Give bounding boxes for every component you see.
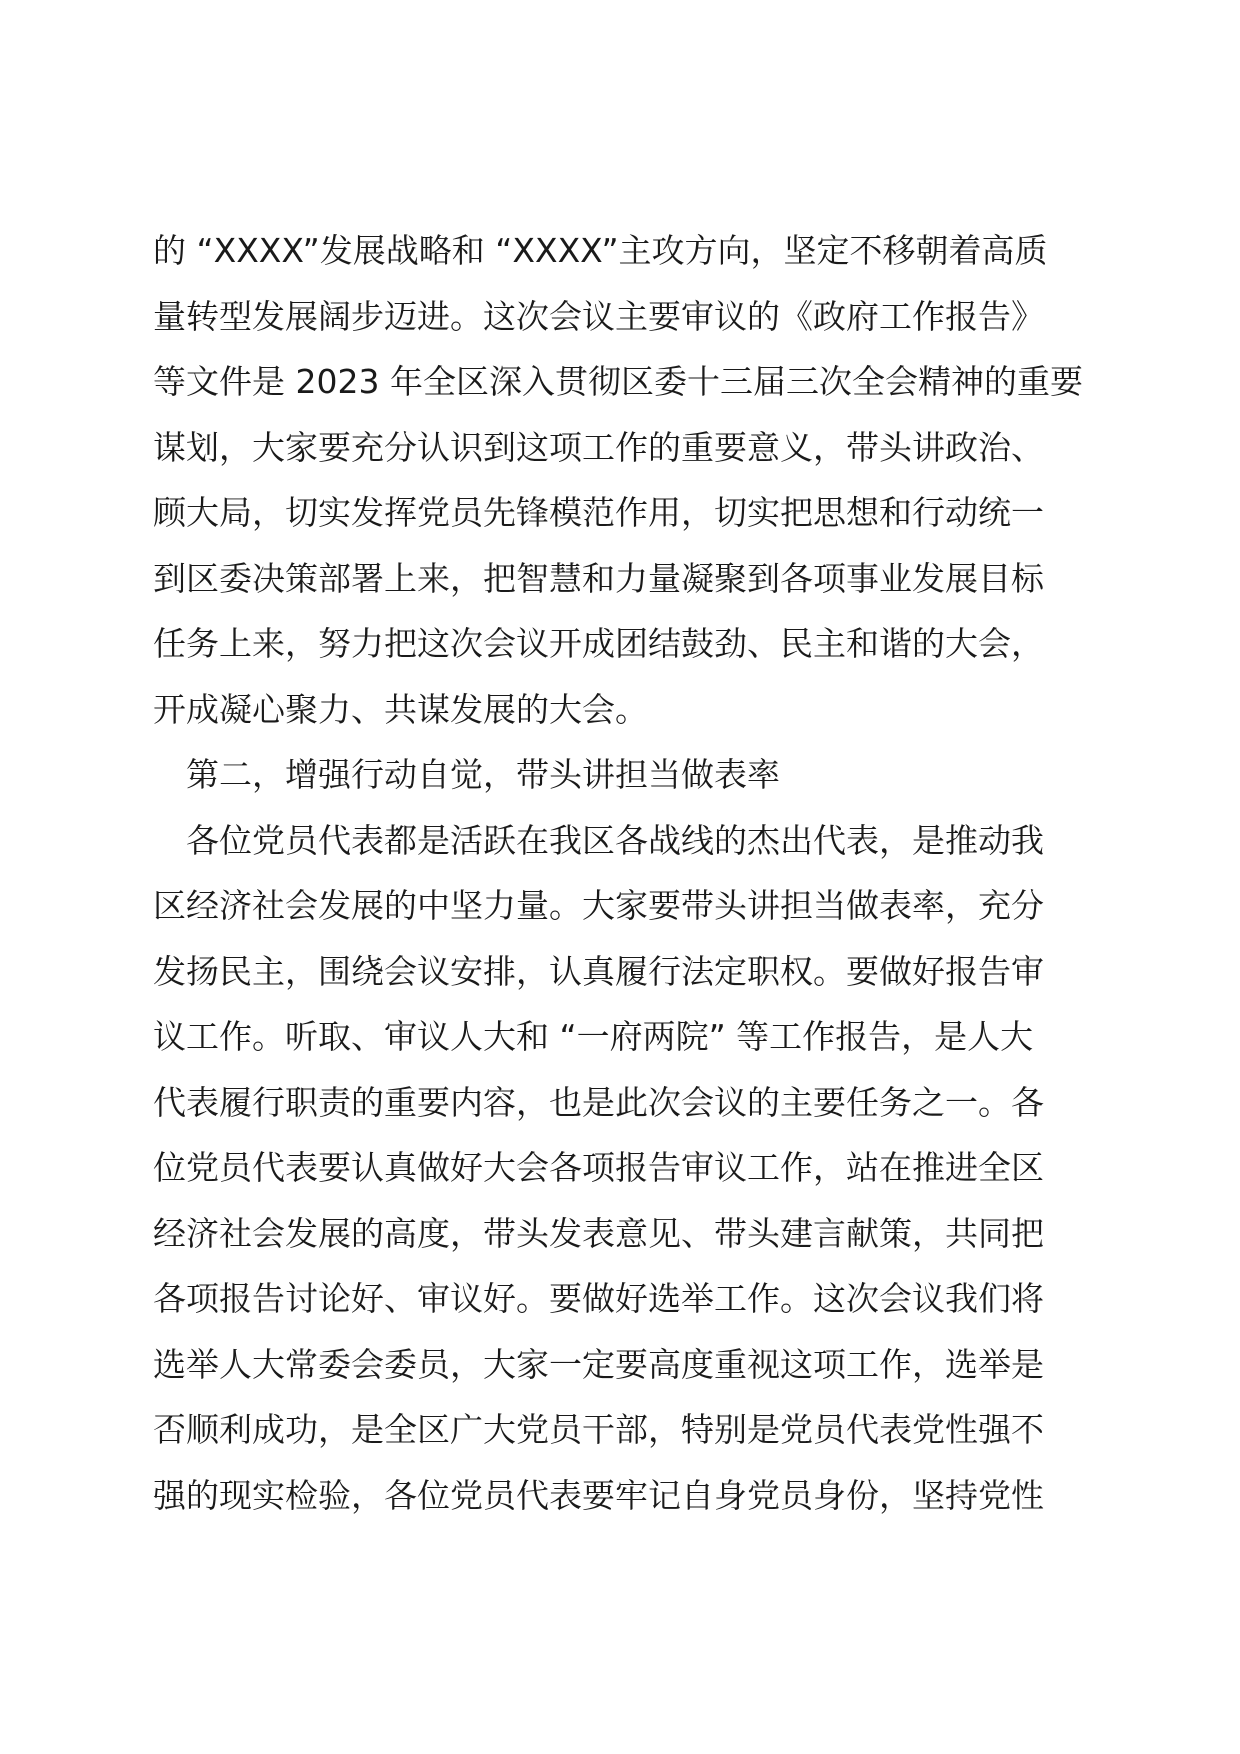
document-body: [153, 218, 1113, 1528]
text-line: 强的现实检验，各位党员代表要牢记自身党员身份，坚持党性: [153, 1475, 1044, 1515]
text-line: 顾大局，切实发挥党员先锋模范作用，切实把思想和行动统一: [153, 493, 1044, 532]
text-line: 选举人大常委会委员，大家一定要高度重视这项工作，选举是: [153, 1344, 1044, 1384]
text-line: 任务上来，努力把这次会议开成团结鼓劲、民主和谐的大会，: [153, 624, 1044, 663]
text-line: 发扬民主，围绕会议安排，认真履行法定职权。要做好报告审: [153, 951, 1044, 991]
text-line: 各项报告讨论好、审议好。要做好选举工作。这次会议我们将: [153, 1279, 1044, 1318]
text-line: 位党员代表要认真做好大会各项报告审议工作，站在推进全区: [153, 1148, 1044, 1187]
text-line: 经济社会发展的高度，带头发表意见、带头建言献策，共同把: [153, 1213, 1044, 1253]
text-line: 谋划，大家要充分认识到这项工作的重要意义，带头讲政治、: [153, 427, 1044, 467]
paragraph-first-line: 各位党员代表都是活跃在我区各战线的杰出代表，是推动我: [186, 820, 1044, 860]
text-line: 的 “XXXX”发展战略和 “XXXX”主攻方向，坚定不移朝着高质: [153, 231, 1048, 270]
text-line: 等文件是 2023 年全区深入贯彻区委十三届三次全会精神的重要: [153, 362, 1083, 401]
text-line: 量转型发展阔步迈进。这次会议主要审议的《政府工作报告》: [153, 296, 1044, 336]
section-heading: 第二，增强行动自觉，带头讲担当做表率: [186, 755, 780, 794]
text-line: 开成凝心聚力、共谋发展的大会。: [153, 689, 648, 729]
text-line: 到区委决策部署上来，把智慧和力量凝聚到各项事业发展目标: [153, 558, 1044, 598]
text-line: 代表履行职责的重要内容，也是此次会议的主要任务之一。各: [153, 1082, 1044, 1122]
text-line: 否顺利成功，是全区广大党员干部，特别是党员代表党性强不: [153, 1410, 1044, 1449]
text-line: 区经济社会发展的中坚力量。大家要带头讲担当做表率，充分: [153, 886, 1044, 925]
text-line: 议工作。听取、审议人大和 “一府两院” 等工作报告，是人大: [153, 1017, 1034, 1056]
